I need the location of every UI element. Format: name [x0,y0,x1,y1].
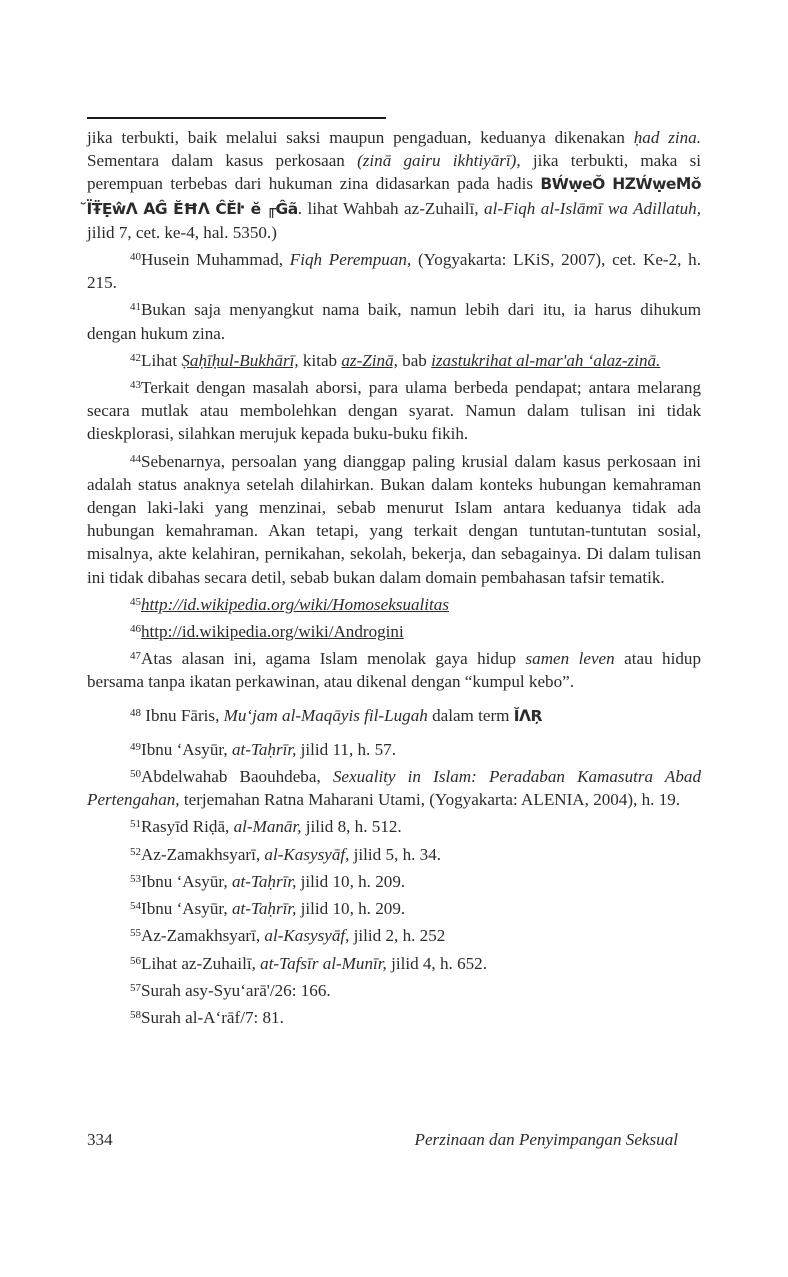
footnote-40: $^{40}$Husein Muhammad, Fiqh Perempuan, (Yogyakarta: LKiS, 2007), cet. Ke-2, h. 215. [87,250,701,293]
footnote-41: $^{41}$Bukan saja menyangkut nama baik, namun lebih dari itu, ia harus dihukum dengan hukum zina. [87,300,701,343]
arabic-term-garbled: ĬΛŖ [513,706,542,725]
footnote-53: $^{53}$Ibnu ‘Asyūr, at-Taḥrīr, jilid 10, h. 209. [130,871,406,891]
footnotes-area [87,126,701,1033]
running-title: Perzinaan dan Penyimpangan Seksual [414,1130,678,1149]
footnote-56: $^{56}$Lihat az-Zuhailī, at-Tafsīr al-Munīr, jilid 4, h. 652. [130,953,487,973]
arabic-hadith-text-garbled: ΒẂẉeŎ [540,175,605,194]
footnote-48: $^{48}$ Ibnu Fāris, Mu‘jam al-Maqāyis fil-Lugah dalam term ĬΛŖ [130,705,542,725]
footnote-54: $^{54}$Ibnu ‘Asyūr, at-Taḥrīr, jilid 10, h. 209. [130,899,406,919]
footnote-51: $^{51}$Rasyīd Riḍā, al-Manār, jilid 8, h. 512. [130,817,402,837]
footnote-separator-rule [87,117,386,119]
arabic-hadith-text-garbled-2: ΗΖẂẉeΜ̈ŏ ̆ΪŦ̈ẸŵΛ ΑĜ̈ ĔĦΛ ĈĔŀ ĕ ╓Ĝã [87,175,701,218]
footnote-45: $^{45}$http://id.wikipedia.org/wiki/Homoseksualitas [130,594,449,614]
footnote-55: $^{55}$Az-Zamakhsyarī, al-Kasysyāf, jilid 2, h. 252 [130,926,446,946]
homoseksualitas-link[interactable]: http://id.wikipedia.org/wiki/Homoseksualitas [141,594,449,614]
footnote-47: $^{47}$Atas alasan ini, agama Islam menolak gaya hidup samen leven atau hidup bersama tanpa ikatan perkawinan, atau dikenal dengan “kumpul kebo”. [87,649,701,692]
page-number: 334 [87,1130,113,1149]
footnote-39-continuation: jika terbukti, baik melalui saksi maupun pengaduan, keduanya dikenakan ḥad zina. Sementara dalam kasus perkosaan (zinā gairu ikhtiyārī), jika terbukti, maka si perempuan terbebas dari hukuman zina didasarkan pada hadis ΒẂẉeŎ ΗΖẂẉeΜ̈ŏ ̆ΪŦ̈ẸŵΛ ΑĜ̈ ĔĦΛ ĈĔŀ ĕ ╓Ĝã. lihat Wahbah az-Zuhailī, al-Fiqh al-Islāmī wa Adillatuh, jilid 7, cet. ke-4, hal. 5350.) [87,128,701,242]
footnote-57: $^{57}$Surah asy-Syu‘arā'/26: 166. [130,980,331,1000]
androgini-link[interactable]: http://id.wikipedia.org/wiki/Androgini [141,622,404,642]
footnote-46: $^{46}$http://id.wikipedia.org/wiki/Androgini [130,622,404,642]
footnote-58: $^{58}$Surah al-A‘rāf/7: 81. [130,1007,284,1027]
footnote-49: $^{49}$Ibnu ‘Asyūr, at-Taḥrīr, jilid 11, h. 57. [130,739,396,759]
footnote-52: $^{52}$Az-Zamakhsyarī, al-Kasysyāf, jilid 5, h. 34. [130,844,442,864]
footnote-43: $^{43}$Terkait dengan masalah aborsi, para ulama berbeda pendapat; antara melarang secara mutlak atau membolehkan dengan syarat. Namun dalam tulisan ini tidak dieskplorasi, silahkan merujuk kepada buku-buku fikih. [87,378,701,444]
footnote-50: $^{50}$Abdelwahab Baouhdeba, Sexuality in Islam: Peradaban Kamasutra Abad Pertengahan, terjemahan Ratna Maharani Utami, (Yogyakarta: ALENIA, 2004), h. 19. [87,767,701,810]
footnote-44: $^{44}$Sebenarnya, persoalan yang dianggap paling krusial dalam kasus perkosaan ini adalah status anaknya setelah dilahirkan. Bukan dalam konteks hubungan kemahraman dengan laki-laki yang menzinai, sebab menurut Islam antara keduanya tidak ada hubungan kemahraman. Akan tetapi, yang terkait dengan tuntutan-tuntutan sosial, misalnya, akte kelahiran, pernikahan, sekolah, bekerja, dan sebagainya. Di dalam tulisan ini tidak dibahas secara detil, sebab bukan dalam domain pembahasan tafsir tematik. [87,451,701,587]
footnote-42: $^{42}$Lihat Ṣaḥīḥul-Bukhārī, kitab az-Zinā, bab izastukrihat al-mar'ah ‘alaz-zinā. [130,350,661,370]
